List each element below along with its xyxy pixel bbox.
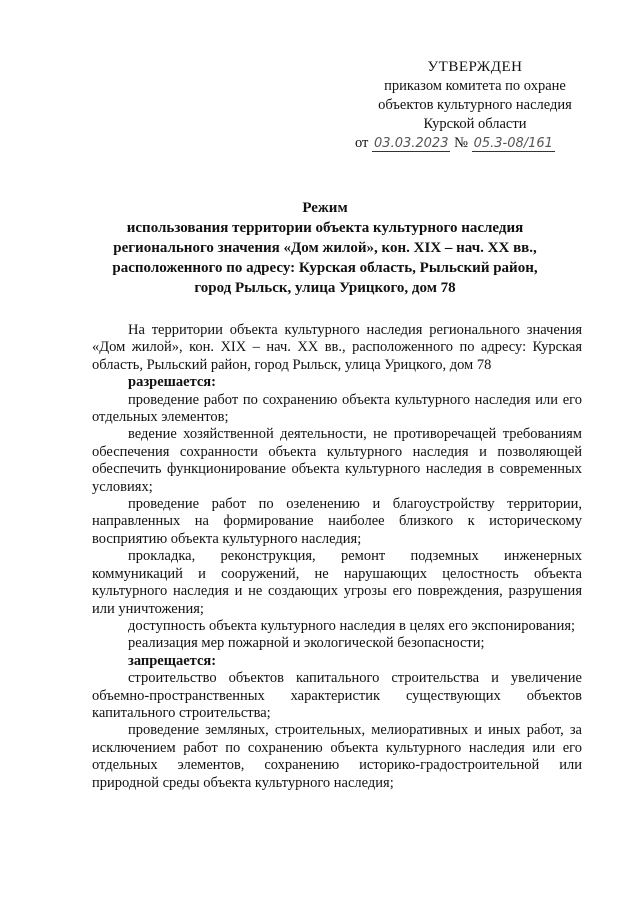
approval-line: объектов культурного наследия xyxy=(378,97,572,113)
title-line: расположенного по адресу: Курская область, Рыльский район, xyxy=(112,260,538,276)
allowed-item: реализация мер пожарной и экологической безопасности; xyxy=(128,635,485,652)
allowed-header: разрешается: xyxy=(128,374,216,391)
approval-heading: УТВЕРЖДЕН xyxy=(427,59,523,75)
allowed-item: ведение хозяйственной деятельности, не противоречащей требованиям обеспечения сохранности объекта культурного наследия и позволяющей обеспечить функционирование объекта культурного наследия в современных условиях; xyxy=(92,426,582,495)
number-prefix: № xyxy=(454,135,468,151)
title-line: использования территории объекта культурного наследия xyxy=(126,220,524,236)
approval-date-number xyxy=(355,134,600,153)
document-title xyxy=(90,198,560,298)
title-line: Режим xyxy=(302,200,348,216)
intro-paragraph: На территории объекта культурного наследия регионального значения «Дом жилой», кон. XIX – нач. XX вв., расположенного по адресу: Курская область, Рыльский район, город Рыльск, улица Урицкого, дом 78 xyxy=(92,322,582,373)
approval-line: приказом комитета по охране xyxy=(384,78,566,94)
forbidden-item: строительство объектов капитального строительства и увеличение объемно-пространственных характеристик существующих объектов капитального строительства; xyxy=(92,670,582,721)
allowed-item: проведение работ по сохранению объекта культурного наследия или его отдельных элементов; xyxy=(92,391,582,426)
allowed-item: прокладка, реконструкция, ремонт подземных инженерных коммуникаций и сооружений, не нарушающих целостность объекта культурного наследия и не создающих угрозы его повреждения, разрушения или уничтожения; xyxy=(92,548,582,617)
date-prefix: от xyxy=(355,135,369,151)
title-line: регионального значения «Дом жилой», кон. XIX – нач. XX вв., xyxy=(113,240,537,256)
document-body xyxy=(92,322,582,792)
approval-line: Курской области xyxy=(423,116,527,132)
forbidden-item: проведение земляных, строительных, мелиоративных и иных работ, за исключением работ по сохранению объекта культурного наследия или его отдельных элементов, сохранению историко-градостроительной или природной среды объекта культурного наследия; xyxy=(92,722,582,791)
forbidden-header: запрещается: xyxy=(128,652,217,669)
approval-stamp xyxy=(350,58,600,153)
title-line: город Рыльск, улица Урицкого, дом 78 xyxy=(194,280,456,296)
allowed-item: проведение работ по озеленению и благоустройству территории, направленных на формирование наиболее близкого к историческому восприятию объекта культурного наследия; xyxy=(92,496,582,547)
handwritten-date: 03.03.2023 xyxy=(374,136,449,151)
allowed-item: доступность объекта культурного наследия в целях его экспонирования; xyxy=(128,617,576,634)
handwritten-number: 05.3-08/161 xyxy=(473,136,553,151)
